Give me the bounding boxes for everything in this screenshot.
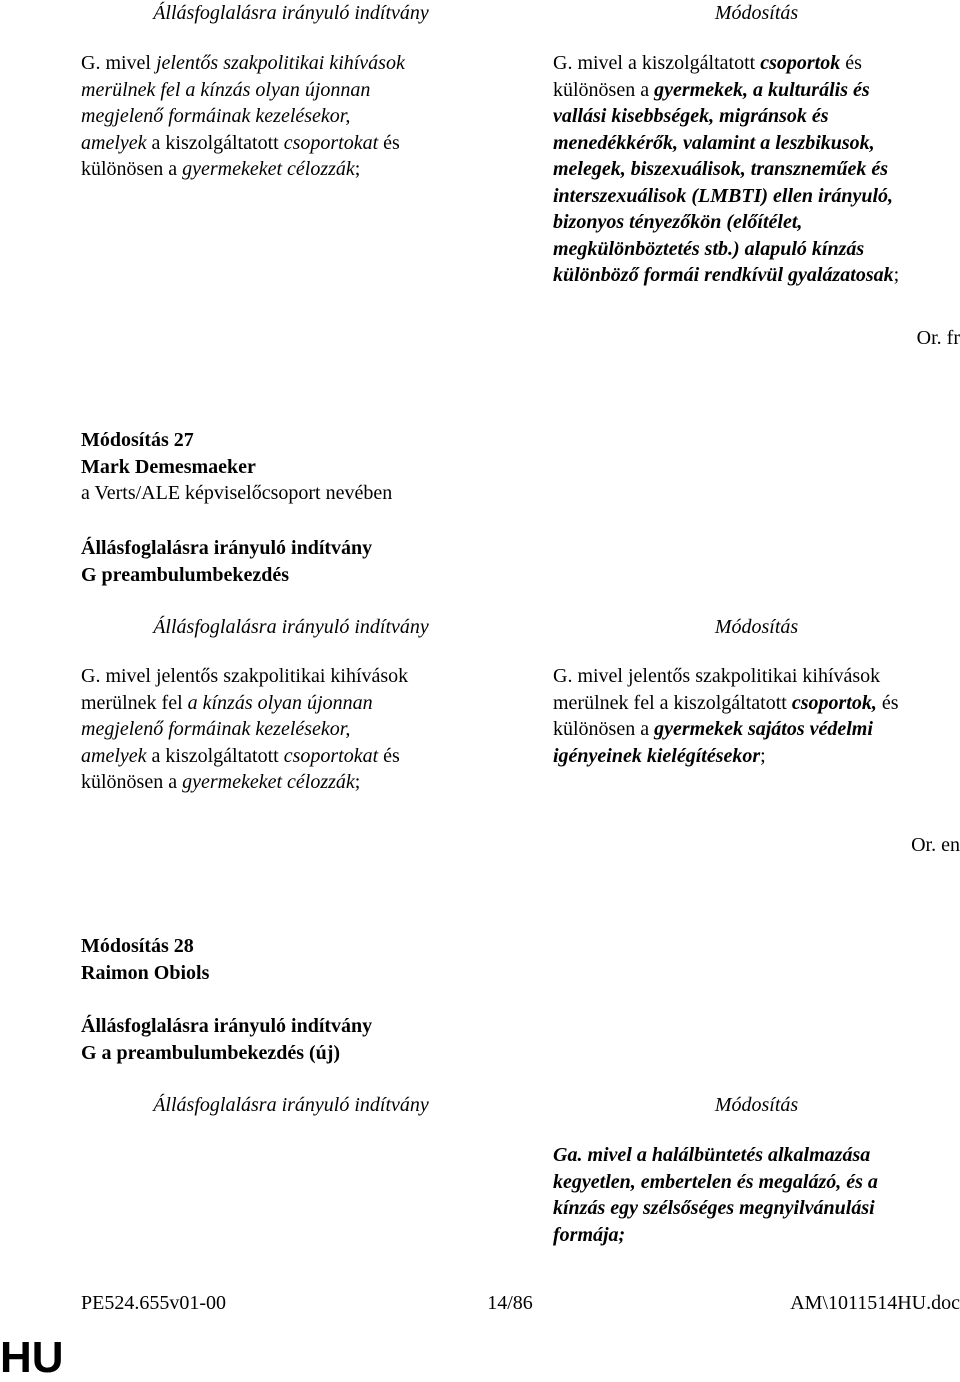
original-language-en: Or. en <box>911 834 960 856</box>
amendment-recital: G a preambulumbekezdés (új) <box>81 1041 341 1064</box>
amendment-28-right-heading: Módosítás <box>714 1094 799 1116</box>
top-right-paragraph: G. mivel a kiszolgáltatott csoportok és különösen a gyermekek, a kulturális és vallási kisebbségek, migránsok és menedékkérők, valamint a leszbikusok, melegek, biszexuálisok, transzneműek és interszexuálisok (LMBTI) ellen irányuló, bizonyos tényezőkön (előítélet, megkülönböztetés stb.) alapuló kínzás különböző formái rendkívül gyalázatosak; <box>553 52 900 286</box>
amendment-document: Állásfoglalásra irányuló indítvány <box>81 1015 373 1037</box>
footer-page-number: 14/86 <box>487 1292 533 1314</box>
left-column-heading: Állásfoglalásra irányuló indítvány <box>153 2 429 24</box>
amendment-27-reference <box>81 535 681 588</box>
original-language-fr: Or. fr <box>916 327 960 349</box>
amendment-title: Módosítás 27 <box>81 429 194 451</box>
amendment-author: Raimon Obiols <box>81 961 210 984</box>
amendment-28-header <box>81 933 681 986</box>
right-column-heading: Módosítás <box>714 2 799 24</box>
amendment-recital: G preambulumbekezdés <box>81 563 289 586</box>
amendment-group: a Verts/ALE képviselőcsoport nevében <box>81 482 393 504</box>
amendment-title: Módosítás 28 <box>81 935 194 957</box>
amendment-27-original-text: G. mivel jelentős szakpolitikai kihívások merülnek fel a kínzás olyan újonnan megjelenő formáinak kezelésekor, amelyek a kiszolgáltatott csoportokat és különösen a gyermekeket célozzák; <box>81 665 409 793</box>
amendment-28-reference <box>81 1013 681 1066</box>
amendment-27-right-heading: Módosítás <box>714 616 799 638</box>
amendment-28-amended-text: Ga. mivel a halálbüntetés alkalmazása kegyetlen, embertelen és megalázó, és a kínzás egy szélsőséges megnyilvánulási formája; <box>553 1144 878 1246</box>
amendment-27-amended-text: G. mivel jelentős szakpolitikai kihívások merülnek fel a kiszolgáltatott csoportok, és különösen a gyermekek sajátos védelmi igényeinek kielégítésekor; <box>553 665 899 767</box>
amendment-document: Állásfoglalásra irányuló indítvány <box>81 537 373 559</box>
amendment-27-left-heading: Állásfoglalásra irányuló indítvány <box>153 616 429 638</box>
footer-document-reference: PE524.655v01-00 <box>81 1292 226 1314</box>
language-code: HU <box>0 1333 64 1382</box>
footer-file-name: AM\1011514HU.doc <box>790 1292 960 1314</box>
amendment-author: Mark Demesmaeker <box>81 455 256 478</box>
amendment-28-left-heading: Állásfoglalásra irányuló indítvány <box>153 1094 429 1116</box>
amendment-27-header <box>81 427 681 507</box>
top-left-paragraph: G. mivel jelentős szakpolitikai kihívások merülnek fel a kínzás olyan újonnan megjelenő formáinak kezelésekor, amelyek a kiszolgáltatott csoportokat és különösen a gyermekeket célozzák; <box>81 52 405 180</box>
